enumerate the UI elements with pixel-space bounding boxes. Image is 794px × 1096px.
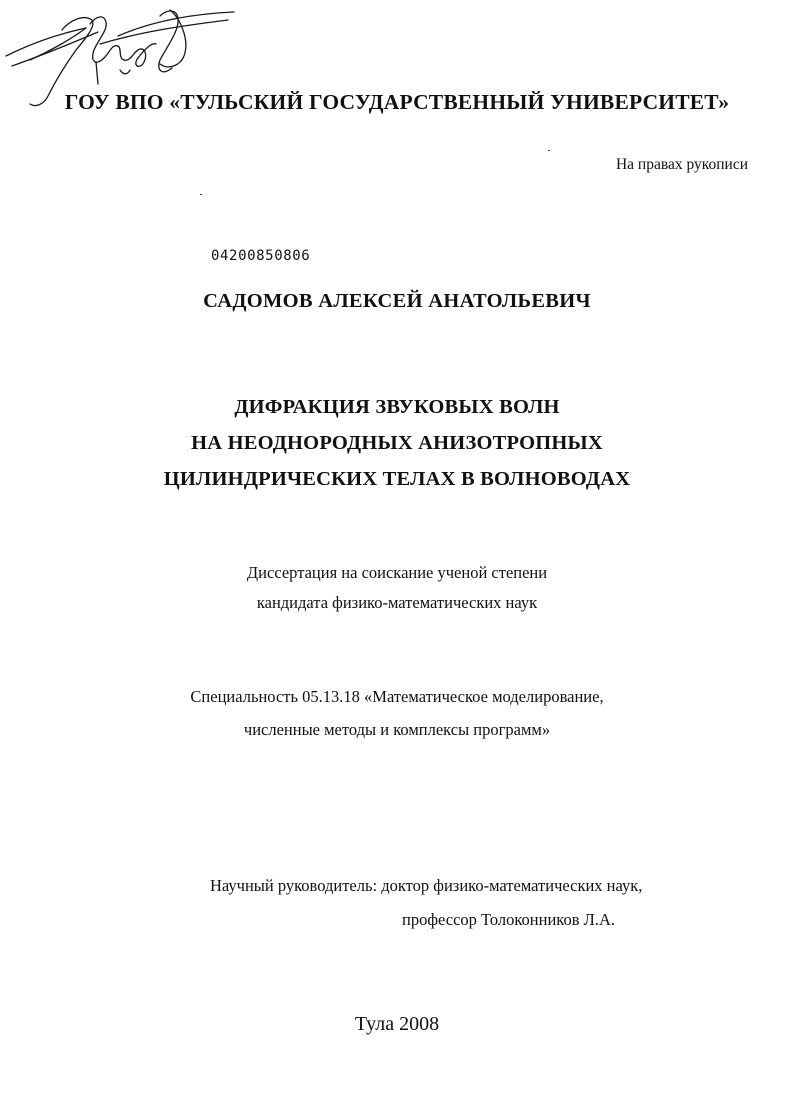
degree-line: Диссертация на соискание ученой степени [246,563,548,582]
supervisor-line: Научный руководитель: доктор физико-математических наук, [210,876,643,895]
specialty-line: Специальность 05.13.18 «Математическое моделирование, [190,687,604,706]
specialty-line: численные методы и комплексы программ» [243,720,551,739]
author-name: САДОМОВ АЛЕКСЕЙ АНАТОЛЬЕВИЧ [203,290,591,312]
university-header: ГОУ ВПО «ТУЛЬСКИЙ ГОСУДАРСТВЕННЫЙ УНИВЕРСИТЕТ» [64,90,730,114]
title-line: ЦИЛИНДРИЧЕСКИХ ТЕЛАХ В ВОЛНОВОДАХ [163,468,631,490]
city-year: Тула 2008 [354,1013,440,1035]
title-line: ДИФРАКЦИЯ ЗВУКОВЫХ ВОЛН [234,396,560,418]
scan-speck [200,194,202,195]
supervisor-name: профессор Толоконников Л.А. [402,910,616,929]
title-line: НА НЕОДНОРОДНЫХ АНИЗОТРОПНЫХ [191,432,603,454]
manuscript-note: На правах рукописи [615,156,748,173]
degree-line: кандидата физико-математических наук [256,593,538,612]
scan-speck [548,150,550,151]
document-number: 04200850806 [211,248,311,264]
